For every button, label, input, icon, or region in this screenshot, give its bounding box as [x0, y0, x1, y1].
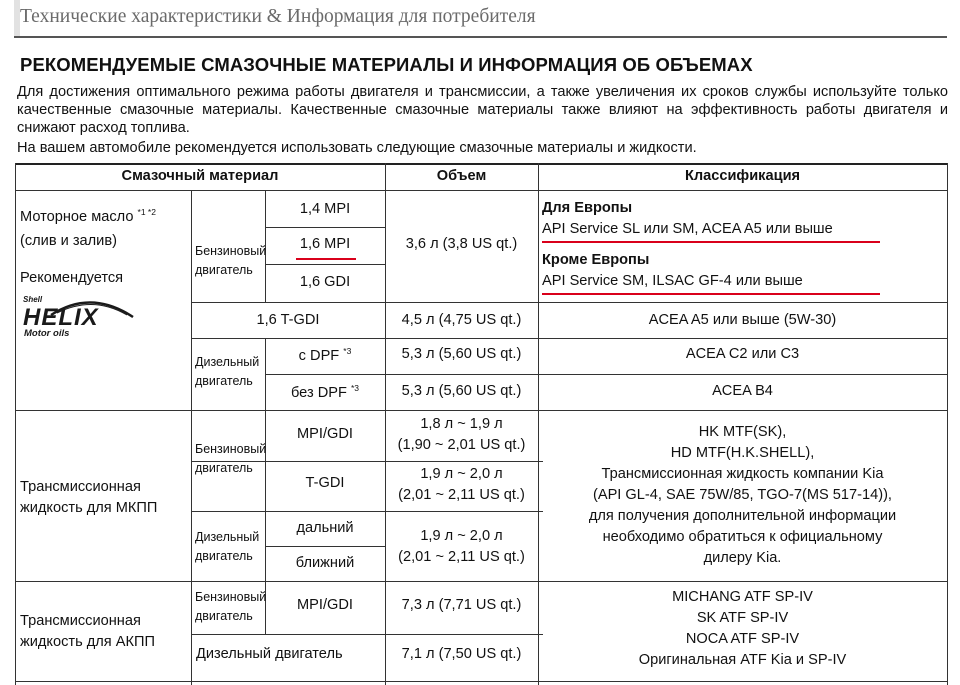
manual-tgdi: T-GDI — [305, 475, 345, 491]
class-europe-title: Для Европы — [542, 200, 633, 216]
manual-classification — [538, 422, 947, 569]
row-line — [191, 634, 543, 635]
volume-dpf-without: 5,3 л (5,60 US qt.) — [401, 383, 522, 399]
manual-volume-tgdi-line1: 1,9 л ~ 2,0 л — [420, 466, 503, 482]
logo-text-sub: Motor oils — [24, 328, 70, 339]
volume-dpf-with: 5,3 л (5,60 US qt.) — [401, 346, 522, 362]
dpf-with-label: с DPF — [298, 348, 340, 364]
class-dpf-with: ACEA C2 или C3 — [685, 346, 800, 362]
dpf-with-footnote: *3 — [343, 346, 352, 356]
gasoline-label-line1: Бензиновый — [195, 244, 267, 258]
class-dpf-without: ACEA B4 — [712, 383, 773, 399]
manual-volume-mpi-gdi — [385, 414, 538, 456]
auto-gasoline-label — [195, 588, 266, 626]
gasoline-label-line2: двигатель — [195, 263, 253, 277]
intro-paragraph-2: На вашем автомобиле рекомендуется использовать следующие смазочные материалы и жидкости. — [17, 140, 697, 156]
volume-tgdi: 4,5 л (4,75 US qt.) — [401, 312, 522, 328]
manual-gasoline-line2: двигатель — [195, 461, 253, 475]
diesel-label-line2: двигатель — [195, 374, 253, 388]
manual-mpi-gdi: MPI/GDI — [297, 426, 353, 442]
dpf-without-label: без DPF — [290, 385, 347, 401]
row-line — [265, 227, 385, 228]
header-divider — [14, 36, 947, 38]
col-line — [15, 163, 16, 685]
header-material: Смазочный материал — [121, 168, 279, 184]
manual-class-line: HD MTF(H.K.SHELL), — [670, 445, 815, 461]
logo-text-big: HELIX — [23, 304, 99, 331]
dpf-without-footnote: *3 — [350, 383, 360, 393]
lubricants-table — [15, 163, 948, 685]
engine-oil-sublabel: (слив и залив) — [20, 233, 117, 249]
manual-volume-tgdi — [385, 464, 538, 506]
row-line — [265, 374, 948, 375]
highlight-underline — [542, 241, 880, 243]
row-line — [265, 546, 385, 547]
manual-class-line: Трансмиссионная жидкость компании Kia — [601, 466, 884, 482]
table-top-border — [15, 163, 948, 165]
shell-helix-logo — [21, 293, 141, 339]
manual-class-line: необходимо обратиться к официальному — [602, 529, 883, 545]
auto-gasoline-line2: двигатель — [195, 609, 253, 623]
engine-1-6-mpi: 1,6 MPI — [299, 236, 351, 252]
manual-volume-diesel-line1: 1,9 л ~ 2,0 л — [420, 528, 503, 544]
class-tgdi: ACEA A5 или выше (5W-30) — [648, 312, 837, 328]
auto-class-line: SK ATF SP-IV — [696, 610, 789, 626]
auto-trans-line1: Трансмиссионная — [20, 613, 141, 629]
auto-gasoline-line1: Бензиновый — [195, 590, 267, 604]
diesel-with-dpf — [265, 346, 385, 364]
class-non-europe-value: API Service SM, ILSAC GF-4 или выше — [542, 273, 803, 289]
manual-class-line: дилеру Kia. — [703, 550, 782, 566]
engine-1-6-gdi: 1,6 GDI — [299, 274, 351, 290]
manual-gasoline-label — [195, 440, 266, 478]
shell-helix-logo-graphic — [21, 293, 139, 339]
auto-volume-gasoline: 7,3 л (7,71 US qt.) — [401, 597, 522, 613]
row-line — [191, 511, 543, 512]
auto-trans-label — [20, 611, 155, 653]
auto-diesel-label: Дизельный двигатель — [196, 646, 343, 662]
engine-oil-label — [20, 207, 156, 225]
logo-text-small: Shell — [23, 295, 43, 304]
auto-class-line: NOCA ATF SP-IV — [685, 631, 800, 647]
engine-oil-diesel-label — [195, 353, 259, 391]
engine-oil-footnote: *1 *2 — [137, 207, 156, 217]
row-line — [191, 302, 948, 303]
intro-text — [17, 83, 948, 157]
manual-near: ближний — [295, 555, 355, 571]
manual-far: дальний — [296, 520, 354, 536]
header-bottom-border — [15, 190, 948, 191]
engine-oil-name: Моторное масло — [20, 209, 134, 225]
row-line — [15, 581, 948, 582]
row-line — [265, 264, 385, 265]
engine-1-6-tgdi: 1,6 T-GDI — [256, 312, 320, 328]
highlight-underline — [296, 258, 356, 260]
manual-trans-line2: жидкость для МКПП — [20, 500, 158, 516]
section-title: РЕКОМЕНДУЕМЫЕ СМАЗОЧНЫЕ МАТЕРИАЛЫ И ИНФОРМАЦИЯ ОБ ОБЪЕМАХ — [20, 54, 753, 75]
highlight-underline — [542, 293, 880, 295]
recommended-label: Рекомендуется — [20, 270, 124, 286]
intro-paragraph-1: Для достижения оптимального режима работы двигателя и трансмиссии, а также увеличения их сроков службы используйте только качественные смазочные материалы. Качественные смазочные материалы также влияют на эффективность работы двигателя и снижают расход топлива. — [17, 84, 948, 136]
manual-volume-diesel-line2: (2,01 ~ 2,11 US qt.) — [398, 549, 525, 565]
class-non-europe-title: Кроме Европы — [542, 252, 650, 268]
diesel-without-dpf — [265, 383, 385, 401]
class-europe-value: API Service SL или SM, ACEA A5 или выше — [542, 221, 833, 237]
engine-oil-gasoline-label — [195, 242, 266, 280]
row-line — [15, 410, 948, 411]
auto-mpi-gdi: MPI/GDI — [297, 597, 353, 613]
manual-trans-label — [20, 477, 157, 519]
header-volume: Объем — [436, 168, 487, 184]
header-classification: Классификация — [684, 168, 801, 184]
manual-class-line: для получения дополнительной информации — [588, 508, 897, 524]
manual-volume-mpi-gdi-line2: (1,90 ~ 2,01 US qt.) — [397, 437, 526, 453]
col-line — [947, 163, 948, 685]
auto-class-line: MICHANG ATF SP-IV — [672, 589, 813, 605]
page-header-title: Технические характеристики & Информация для потребителя — [20, 6, 536, 27]
manual-class-line: HK MTF(SK), — [698, 424, 787, 440]
manual-volume-tgdi-line2: (2,01 ~ 2,11 US qt.) — [398, 487, 525, 503]
table-bottom-border — [15, 681, 948, 682]
manual-diesel-line1: Дизельный — [195, 530, 260, 544]
auto-class-line: Оригинальная ATF Kia и SP-IV — [638, 652, 847, 668]
manual-diesel-line2: двигатель — [195, 549, 253, 563]
manual-volume-mpi-gdi-line1: 1,8 л ~ 1,9 л — [420, 416, 503, 432]
auto-volume-diesel: 7,1 л (7,50 US qt.) — [401, 646, 522, 662]
manual-class-line: (API GL-4, SAE 75W/85, TGO-7(MS 517-14)), — [592, 487, 892, 503]
diesel-label-line1: Дизельный — [195, 355, 260, 369]
col-line — [191, 190, 192, 685]
row-line — [191, 338, 948, 339]
manual-volume-diesel — [385, 526, 538, 568]
volume-gasoline-group: 3,6 л (3,8 US qt.) — [405, 236, 518, 252]
auto-classification — [538, 587, 947, 671]
manual-gasoline-line1: Бензиновый — [195, 442, 267, 456]
engine-1-4-mpi: 1,4 MPI — [299, 201, 351, 217]
manual-trans-line1: Трансмиссионная — [20, 479, 141, 495]
auto-trans-line2: жидкость для АКПП — [20, 634, 155, 650]
manual-diesel-label — [195, 528, 259, 566]
